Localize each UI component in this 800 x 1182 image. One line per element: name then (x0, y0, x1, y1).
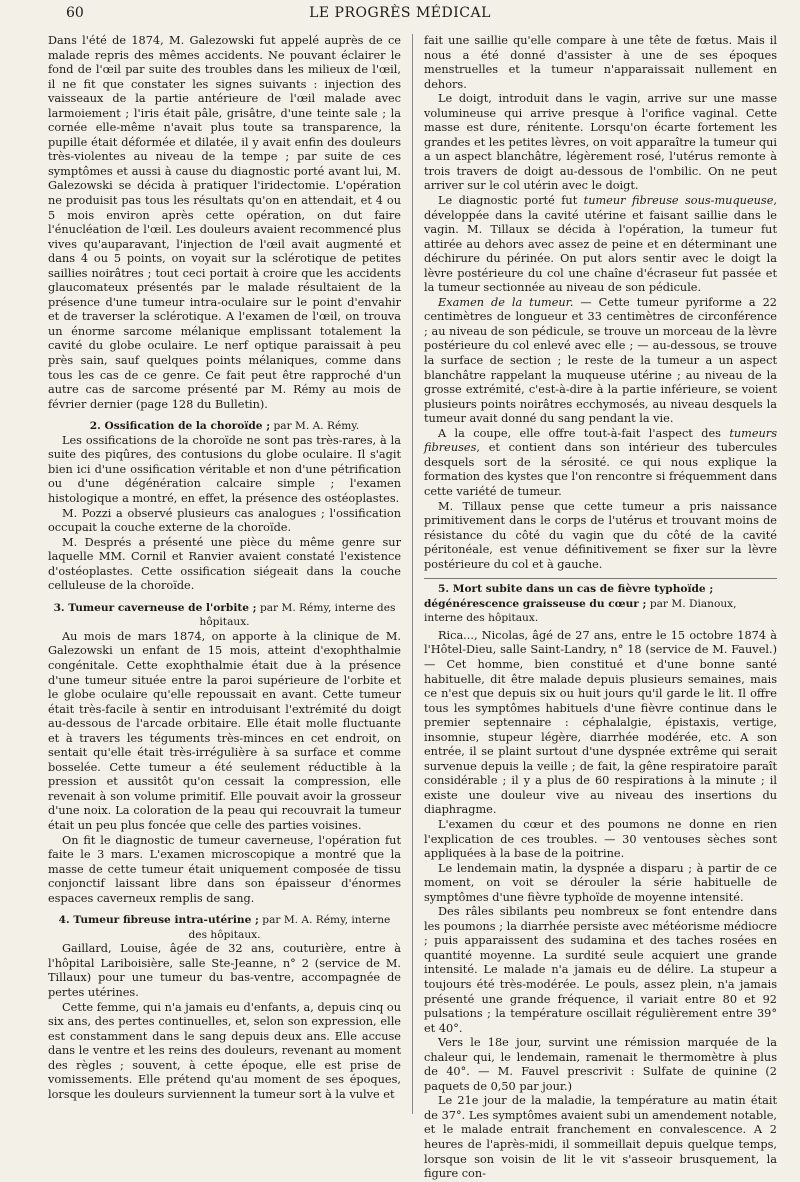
section-rule (424, 578, 777, 579)
paragraph: fait une saillie qu'elle compare à une tête de fœtus. Mais il nous a été donné d'assister à une de ses époques menstruelles et la tumeur n'apparaissait nullement en dehors. (424, 34, 777, 91)
page-header (0, 0, 800, 34)
section-author: par M. Rémy, interne des hôpitaux. (199, 601, 396, 629)
section-heading (48, 419, 401, 434)
paragraph: Les ossifications de la choroïde ne sont pas très-rares, à la suite des piqûres, des contusions du globe oculaire. Il s'agit bien ici d'une ossification véritable et non d'une pétrification ou d'une dégénération calcaire simple ; l'examen histologique a montré, en effet, la présence des ostéoplastes. (48, 433, 401, 505)
paragraph (424, 427, 777, 500)
paragraph: Le 21e jour de la maladie, la température au matin était de 37°. Les symptômes avaient subi un amendement notable, et le malade entrait franchement en convalescence. A 2 heures de l'après-midi, il sommeillait depuis quelque temps, lorsque son voisin de lit le vit s'asseoir brusquement, la figure con- (424, 1094, 777, 1181)
emphasis: tumeur fibreuse sous-muqueuse (583, 194, 774, 208)
section-heading (48, 913, 401, 942)
paragraph: Le doigt, introduit dans le vagin, arrive sur une masse volumineuse qui arrive presque à l'orifice vaginal. Cette masse est dure, rénitente. Lorsqu'on écarte fortement les grandes et les petites lèvres, on voit apparaître la tumeur qui a un aspect blanchâtre, légèrement rosé, l'utérus remonte à trois travers de doigt au-dessous de l'ombilic. On ne peut arriver sur le col utérin avec le doigt. (424, 92, 777, 193)
page-number: 60 (66, 5, 84, 21)
paragraph: Dans l'été de 1874, M. Galezowski fut appelé auprès de ce malade repris des mêmes accidents. Ne pouvant éclairer le fond de l'œil par suite des troubles dans les milieux de l'œil, il ne fit que constater les signes suivants : injection des vaisseaux de la partie antérieure de l'œil malade avec larmoiement ; l'iris était pâle, grisâtre, d'une teinte sale ; la cornée elle-même n'avait plus toute sa transparence, la pupille était déformée et dilatée, il y avait enfin des douleurs très-violentes au niveau de la tempe ; par suite de ces symptômes et aussi à cause du diagnostic porté avant lui, M. Galezowski se décida à pratiquer l'iridectomie. L'opération ne produisit pas tous les résultats qu'on en attendait, et 4 ou 5 mois environ après cette opération, on dut faire l'énucléation de l'œil. Les douleurs avaient recommencé plus vives qu'auparavant, l'injection de l'œil avait augmenté et dans 4 ou 5 points, on voyait sur la sclérotique de petites saillies noirâtres ; tout ceci portait à croire que les accidents glaucomateux présentés par le malade résultaient de la présence d'une tumeur intra-oculaire sur le point d'envahir et de traverser la sclérotique. A l'examen de l'œil, on trouva un énorme sarcome mélanique emplissant totalement la cavité du globe oculaire. Le nerf optique paraissait à peu près sain, sauf quelques points mélaniques, comme dans tous les cas de ce genre. Ce fait peut être rapproché d'un autre cas de sarcome présenté par M. Rémy au mois de février dernier (page 128 du Bulletin). (48, 34, 401, 411)
emphasis: tumeurs fibreuses (424, 426, 777, 455)
text-run: A la coupe, elle offre tout-à-fait l'aspect des (438, 426, 730, 440)
column-divider (412, 34, 413, 1114)
left-column (48, 34, 401, 1102)
paragraph: Cette femme, qui n'a jamais eu d'enfants, a, depuis cinq ou six ans, des pertes continuelles, et, selon son expression, elle est constamment dans le sang depuis deux ans. Elle accuse dans le ventre et les reins des douleurs, revenant au moment des règles ; souvent, à cette époque, elle est prise de vomissements. Elle prétend qu'au moment de ses époques, lorsque les douleurs surviennent la tumeur sort à la vulve et (48, 1000, 401, 1101)
paragraph: Rica..., Nicolas, âgé de 27 ans, entre le 15 octobre 1874 à l'Hôtel-Dieu, salle Saint-Landry, n° 18 (service de M. Fauvel.) — Cet homme, bien constitué et d'une bonne santé habituelle, dit être malade depuis plusieurs semaines, mais ce n'est que depuis six ou huit jours qu'il garde le lit. Il offre tous les symptômes habituels d'une fièvre continue dans le premier septennaire : céphalalgie, épistaxis, vertige, insomnie, stupeur légère, diarrhée modérée, etc. A son entrée, il se plaint surtout d'une dyspnée extrême qui serait survenue depuis la veille ; de fait, la gêne respiratoire paraît considérable ; il y a plus de 60 respirations à la minute ; il existe une douleur vive au niveau des insertions du diaphragme. (424, 628, 777, 817)
right-column (424, 34, 777, 1182)
paragraph: M. Pozzi a observé plusieurs cas analogues ; l'ossification occupait la couche externe de la choroïde. (48, 506, 401, 535)
section-author: par M. A. Rémy. (270, 420, 360, 433)
section-title: 2. Ossification de la choroïde ; (89, 420, 271, 433)
section-title: 3. Tumeur caverneuse de l'orbite ; (53, 601, 257, 614)
journal-title: LE PROGRÈS MÉDICAL (309, 5, 491, 21)
section-heading (48, 601, 401, 630)
section-title: 4. Tumeur fibreuse intra-utérine ; (58, 914, 259, 927)
paragraph: Le lendemain matin, la dyspnée a disparu ; à partir de ce moment, on voit se dérouler la série habituelle de symptômes d'une fièvre typhoïde de moyenne intensité. (424, 861, 777, 904)
paragraph: On fit le diagnostic de tumeur caverneuse, l'opération fut faite le 3 mars. L'examen microscopique a montré que la masse de cette tumeur était uniquement composée de tissu conjonctif laissant libre dans son épaisseur d'énormes espaces caverneux remplis de sang. (48, 833, 401, 905)
section-author: par M. Dianoux, interne des hôpitaux. (424, 597, 737, 625)
section-heading (424, 582, 777, 626)
paragraph: M. Tillaux pense que cette tumeur a pris naissance primitivement dans le corps de l'utérus et trouvant moins de résistance du côté du vagin que du côté de la cavité péritonéale, est venue définitivement se fixer sur la lèvre postérieure du col et à gauche. (424, 499, 777, 571)
text-run: , et contient dans son intérieur des tubercules desquels sort de la sérosité. ce qui nous explique la formation des kystes que l'on rencontre si fréquemment dans cette variété de tumeur. (424, 441, 777, 498)
section-author: par M. A. Rémy, interne des hôpitaux. (188, 914, 391, 941)
paragraph: M. Després a présenté une pièce du même genre sur laquelle MM. Cornil et Ranvier avaient constaté l'existence d'ostéoplastes. Cette ossification siégeait dans la couche celluleuse de la choroïde. (48, 535, 401, 593)
paragraph (424, 194, 777, 296)
text-run: , développée dans la cavité utérine et faisant saillie dans le vagin. M. Tillaux se décida à l'opération, la tumeur fut attirée au dehors avec assez de peine et en déterminant une déchirure du périnée. On put alors sentir avec le doigt la lèvre postérieure du col une chaîne d'écraseur fut passée et la tumeur sectionnée au niveau de son pédicule. (424, 194, 777, 295)
text-run: Le diagnostic porté fut (438, 194, 584, 208)
paragraph: Des râles sibilants peu nombreux se font entendre dans les poumons ; la diarrhée persiste avec météorisme médiocre ; puis apparaissent des sudamina et des taches rosées en quantité moyenne. La surdité seule acquiert une grande intensité. Le malade n'a jamais eu de délire. La stupeur a toujours été très-modérée. Le pouls, assez plein, n'a jamais présenté une grande fréquence, il variait entre 80 et 92 pulsations ; la température oscillait régulièrement entre 39° et 40°. (424, 905, 777, 1035)
section-title: 5. Mort subite dans un cas de fièvre typhoïde ; dégénérescence graisseuse du cœur ; (424, 583, 714, 610)
paragraph (424, 296, 777, 427)
paragraph: Vers le 18e jour, survint une rémission marquée de la chaleur qui, le lendemain, ramenait le thermomètre à plus de 40°. — M. Fauvel prescrivit : Sulfate de quinine (2 paquets de 0,50 par jour.) (424, 1036, 777, 1093)
paragraph: Au mois de mars 1874, on apporte à la clinique de M. Galezowski un enfant de 15 mois, atteint d'exophthalmie congénitale. Cette exophthalmie était due à la présence d'une tumeur située entre la paroi supérieure de l'orbite et le globe oculaire qu'elle repoussait en avant. Cette tumeur était très-facile à sentir en introduisant l'extrémité du doigt au-dessous de l'arcade orbitaire. Elle était molle fluctuante et à travers les téguments très-minces en cet endroit, on sentait qu'elle était très-irrégulière à sa surface et comme bosselée. Cette tumeur a été seulement réductible à la pression et aussitôt qu'on cessait la compression, elle revenait à son volume primitif. Elle pouvait avoir la grosseur d'une noix. La coloration de la peau qui recouvrait la tumeur était un peu plus foncée que celle des parties voisines. (48, 629, 401, 832)
paragraph: L'examen du cœur et des poumons ne donne en rien l'explication de ces troubles. — 30 ventouses sèches sont appliquées à la base de la poitrine. (424, 817, 777, 861)
text-run: — Cette tumeur pyriforme a 22 centimètres de longueur et 33 centimètres de circonférence ; au niveau de son pédicule, se trouve un morceau de la lèvre postérieure du col enlevé avec elle ; — au-dessous, se trouve la surface de section ; le reste de la tumeur a un aspect blanchâtre rappelant la muqueuse utérine ; au niveau de la grosse extrémité, c'est-à-dire à la partie inférieure, se voient plusieurs points noirâtres ecchymosés, au niveau desquels la tumeur avait donné du sang pendant la vie. (424, 295, 777, 426)
emphasis: Examen de la tumeur. (438, 295, 574, 309)
paragraph: Gaillard, Louise, âgée de 32 ans, couturière, entre à l'hôpital Lariboisière, salle Ste-Jeanne, n° 2 (service de M. Tillaux) pour une tumeur du bas-ventre, accompagnée de pertes utérines. (48, 942, 401, 999)
